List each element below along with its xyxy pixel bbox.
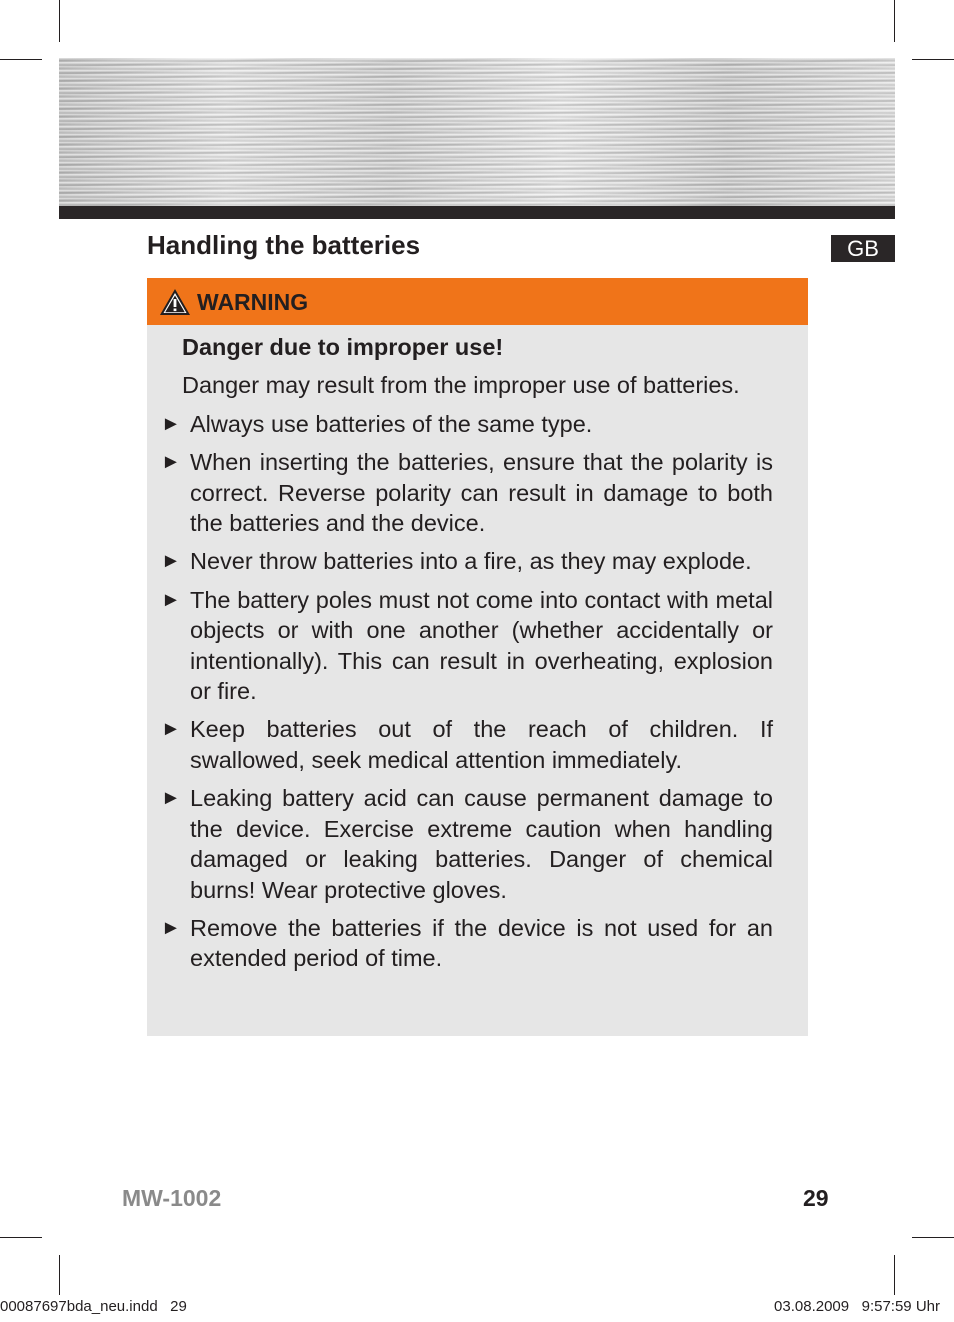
arrow-bullet-icon: ► [161,550,181,573]
language-tab: GB [831,235,895,262]
warning-triangle-icon [159,288,191,316]
crop-mark [0,59,42,60]
list-item [161,447,773,538]
print-slug-timestamp: 03.08.2009 9:57:59 Uhr [774,1298,940,1315]
list-item-text: Remove the batteries if the device is not used for an extended period of time. [190,914,773,972]
banner-bottom-bar [59,206,895,219]
arrow-bullet-icon: ► [161,588,181,611]
list-item [161,546,773,576]
list-item-text: Never throw batteries into a fire, as they may explode. [190,548,752,575]
warning-intro: Danger may result from the improper use of batteries. [182,372,740,399]
arrow-bullet-icon: ► [161,787,181,810]
crop-mark [912,1237,954,1238]
crop-mark [0,1237,42,1238]
warning-label: WARNING [197,289,309,315]
crop-mark [894,0,895,42]
list-item [161,585,773,707]
warning-subtitle: Danger due to improper use! [182,334,504,360]
warning-content [161,332,773,982]
list-item [161,913,773,974]
crop-mark [59,1255,60,1295]
arrow-bullet-icon: ► [161,451,181,474]
list-item-text: Leaking battery acid can cause permanent damage to the device. Exercise extreme caution when handling damaged or leaking batteries. Danger of chemical burns! Wear protective gloves. [190,785,773,903]
list-item [161,783,773,905]
warning-list [161,409,773,974]
list-item-text: Keep batteries out of the reach of children. If swallowed, seek medical attention immediately. [190,716,773,773]
footer-page-number: 29 [803,1185,829,1211]
list-item [161,409,773,439]
footer-model-name: MW-1002 [122,1185,222,1211]
print-slug-file: 00087697bda_neu.indd 29 [0,1298,187,1315]
warning-box [147,278,808,1036]
crop-mark [59,0,60,42]
arrow-bullet-icon: ► [161,412,181,435]
crop-mark [912,59,954,60]
list-item-text: When inserting the batteries, ensure that the polarity is correct. Reverse polarity can result in damage to both the batteries and the device. [190,449,773,537]
warning-header [147,278,808,325]
list-item-text: Always use batteries of the same type. [190,410,593,437]
arrow-bullet-icon: ► [161,718,181,741]
arrow-bullet-icon: ► [161,916,181,939]
list-item [161,714,773,775]
brushed-metal-banner [59,58,895,206]
list-item-text: The battery poles must not come into contact with metal objects or with one another (whether accidentally or intentionally). This can result in overheating, explosion or fire. [190,586,773,705]
page-title: Handling the batteries [147,230,421,260]
crop-mark [894,1255,895,1295]
